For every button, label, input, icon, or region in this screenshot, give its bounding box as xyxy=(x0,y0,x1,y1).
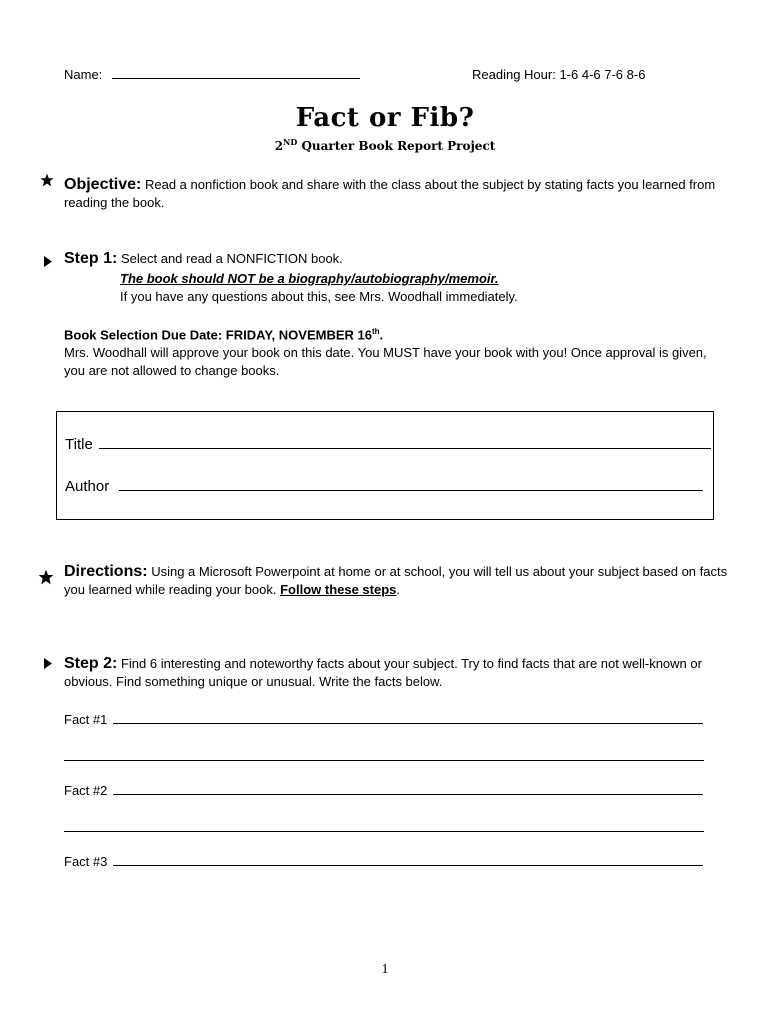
step1-section xyxy=(64,250,343,268)
fact-3-blank[interactable] xyxy=(113,865,703,866)
reading-hour: Reading Hour: 1-6 4-6 7-6 8-6 xyxy=(472,67,646,82)
fact-2-field[interactable] xyxy=(64,782,703,800)
objective-heading: Objective: xyxy=(64,176,142,193)
fact-3-field[interactable] xyxy=(64,853,703,871)
title-blank[interactable] xyxy=(99,448,711,449)
star-icon xyxy=(40,173,54,190)
subtitle-ordinal-sup: ND xyxy=(283,137,298,147)
directions-text-2a: you learned while reading your book. xyxy=(64,582,281,597)
step1-line-1: Select and read a NONFICTION book. xyxy=(120,251,343,266)
objective-section xyxy=(64,176,744,212)
directions-section xyxy=(64,563,744,599)
fact-2-blank[interactable] xyxy=(113,794,703,795)
directions-text-1: Using a Microsoft Powerpoint at home or at school, you will tell us about your subject based on facts xyxy=(151,564,728,579)
fact-1-label: Fact #1 xyxy=(64,712,108,727)
due-date-period: . xyxy=(379,327,384,343)
due-date-section xyxy=(64,323,744,380)
page-subtitle xyxy=(0,137,770,153)
due-text-1: Mrs. Woodhall will approve your book on this date. You MUST have your book with you! Once approval is given, xyxy=(64,345,707,361)
page-title: Fact or Fib? xyxy=(295,103,475,133)
step2-section xyxy=(64,655,744,691)
fact-1-field[interactable] xyxy=(64,711,703,729)
author-label: Author xyxy=(65,478,110,495)
fact-2-continuation-line[interactable] xyxy=(64,831,704,832)
step1-heading: Step 1: xyxy=(64,250,118,267)
page-number: 1 xyxy=(381,962,389,977)
subtitle-ordinal: 2 xyxy=(274,139,284,153)
star-icon xyxy=(38,569,54,590)
title-label: Title xyxy=(65,436,93,453)
objective-text-1: Read a nonfiction book and share with the class about the subject by stating facts you learned from xyxy=(144,177,716,192)
arrow-right-icon xyxy=(44,656,52,674)
fact-3-label: Fact #3 xyxy=(64,854,108,869)
step2-heading: Step 2: xyxy=(64,655,118,672)
step1-line-3: If you have any questions about this, see Mrs. Woodhall immediately. xyxy=(120,289,518,304)
follow-steps-text: Follow these steps xyxy=(280,582,397,597)
title-field[interactable] xyxy=(65,436,711,453)
subtitle-text: Quarter Book Report Project xyxy=(297,139,496,153)
due-date-sup: th xyxy=(371,327,380,336)
step2-text-1: Find 6 interesting and noteworthy facts about your subject. Try to find facts that are not well-known or xyxy=(120,656,702,671)
name-label: Name: xyxy=(64,67,103,82)
due-date-label: Book Selection Due Date: FRIDAY, NOVEMBER 16 xyxy=(64,327,372,343)
name-field[interactable] xyxy=(64,66,360,84)
due-text-2: you are not allowed to change books. xyxy=(64,363,280,379)
fact-1-continuation-line[interactable] xyxy=(64,760,704,761)
directions-heading: Directions: xyxy=(64,563,148,580)
fact-2-label: Fact #2 xyxy=(64,783,108,798)
arrow-right-icon xyxy=(44,254,52,272)
objective-text-2: reading the book. xyxy=(64,195,165,210)
book-info-box xyxy=(56,411,714,520)
directions-text-2c: . xyxy=(396,582,401,597)
step2-text-2: obvious. Find something unique or unusual. Write the facts below. xyxy=(64,674,443,689)
fact-1-blank[interactable] xyxy=(113,723,703,724)
name-blank[interactable] xyxy=(112,78,360,79)
author-blank[interactable] xyxy=(119,490,703,491)
step1-line-2: The book should NOT be a biography/autobiography/memoir. xyxy=(120,271,499,286)
author-field[interactable] xyxy=(65,478,703,495)
